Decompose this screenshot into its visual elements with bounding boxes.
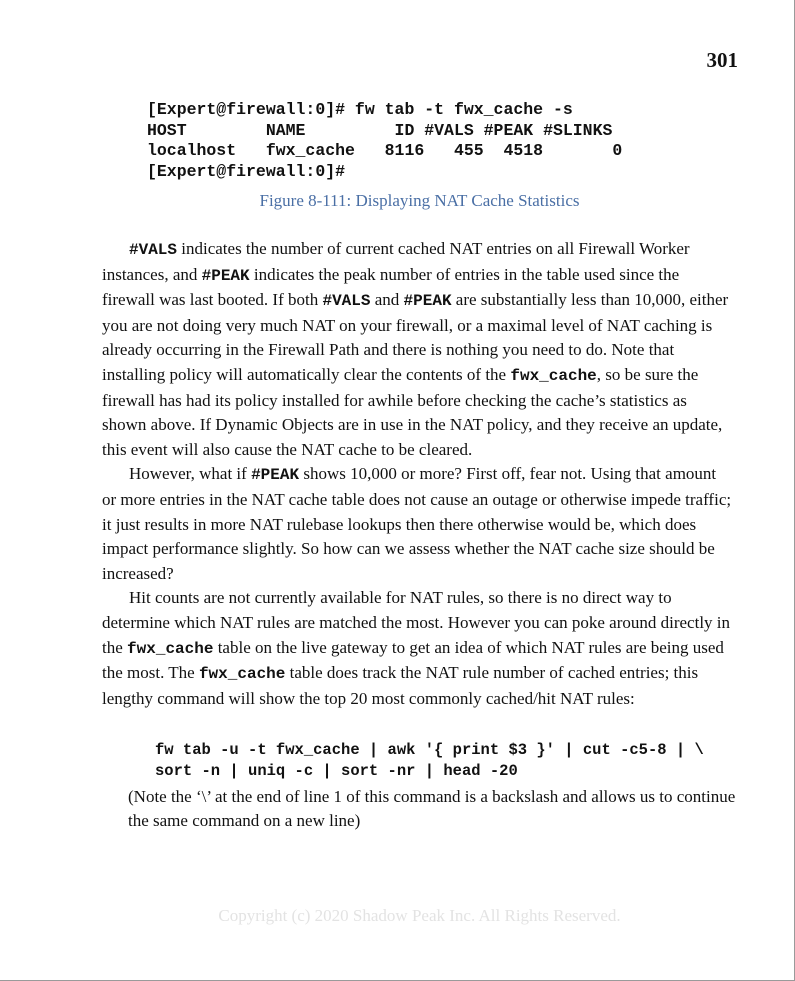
command-block <box>155 740 704 782</box>
command-line: sort -n | uniq -c | sort -nr | head -20 <box>155 762 518 780</box>
inline-code: #PEAK <box>251 466 300 485</box>
inline-code: fwx_cache <box>510 366 597 385</box>
paragraph-text: indicates the number of current cached NAT entries on all Firewall Worker instances, and <box>102 239 690 284</box>
paragraph-text: table on the live gateway to get an idea of which NAT rules are being used the most. The <box>102 637 724 683</box>
paragraph-3 <box>102 586 732 711</box>
inline-code: #VALS <box>129 241 178 259</box>
terminal-output <box>147 100 622 182</box>
command-line: fw tab -u -t fwx_cache | awk '{ print $3 }' | cut -c5-8 | \ <box>155 741 704 759</box>
inline-code: #PEAK <box>201 266 250 285</box>
paragraph-2 <box>102 462 732 586</box>
copyright-watermark: Copyright (c) 2020 Shadow Peak Inc. All Rights Reserved. <box>218 906 621 925</box>
terminal-line: [Expert@firewall:0]# fw tab -t fwx_cache -s <box>147 100 573 119</box>
paragraph-text: Hit counts are not currently available for NAT rules, so there is no direct way to determine which NAT rules are matched the most. However you can poke around directly in the <box>102 588 731 657</box>
paragraph-text: are substantially less than 10,000, either you are not doing very much NAT on your firewall, or a maximal level of NAT caching is already occurring in the Firewall Path and there is nothing you need to do. Note that installing policy will automatically clear the contents of the <box>102 290 729 384</box>
paragraph-text: and <box>370 290 404 310</box>
inline-code: fwx_cache <box>198 665 286 684</box>
terminal-line: [Expert@firewall:0]# <box>147 161 346 181</box>
figure-caption: Figure 8-111: Displaying NAT Cache Statistics <box>259 191 580 210</box>
page-number: 301 <box>706 48 738 72</box>
paragraph-1 <box>102 237 732 462</box>
paragraph-text: However, what if <box>129 464 252 484</box>
paragraph-text: indicates the peak number of entries in the table used since the firewall was last booted. If both <box>102 264 680 310</box>
body-text <box>102 237 732 711</box>
inline-code: #VALS <box>322 292 371 311</box>
paragraph-text: table does track the NAT rule number of cached entries; this lengthy command will show the top 20 most commonly cached/hit NAT rules: <box>102 663 699 708</box>
command-note: (Note the ‘\’ at the end of line 1 of this command is a backslash and allows us to continue the same command on a new line) <box>128 787 736 830</box>
inline-code: fwx_cache <box>127 639 214 658</box>
terminal-line: HOST NAME ID #VALS #PEAK #SLINKS <box>147 120 613 140</box>
paragraph-text: shows 10,000 or more? First off, fear not. Using that amount or more entries in the NAT cache table does not cause an outage or otherwise impede traffic; it just results in more NAT rulebase lookups then there otherwise would be, which does impact performance slightly. So how can we assess whether the NAT cache size should be increased? <box>102 464 732 583</box>
terminal-line: localhost fwx_cache 8116 455 4518 0 <box>147 141 623 160</box>
inline-code: #PEAK <box>403 292 452 311</box>
paragraph-text: , so be sure the firewall has had its policy installed for awhile before checking the cache’s statistics as shown above. If Dynamic Objects are in use in the NAT policy, and they receive an update, this event will also cause the NAT cache to be cleared. <box>102 364 723 459</box>
